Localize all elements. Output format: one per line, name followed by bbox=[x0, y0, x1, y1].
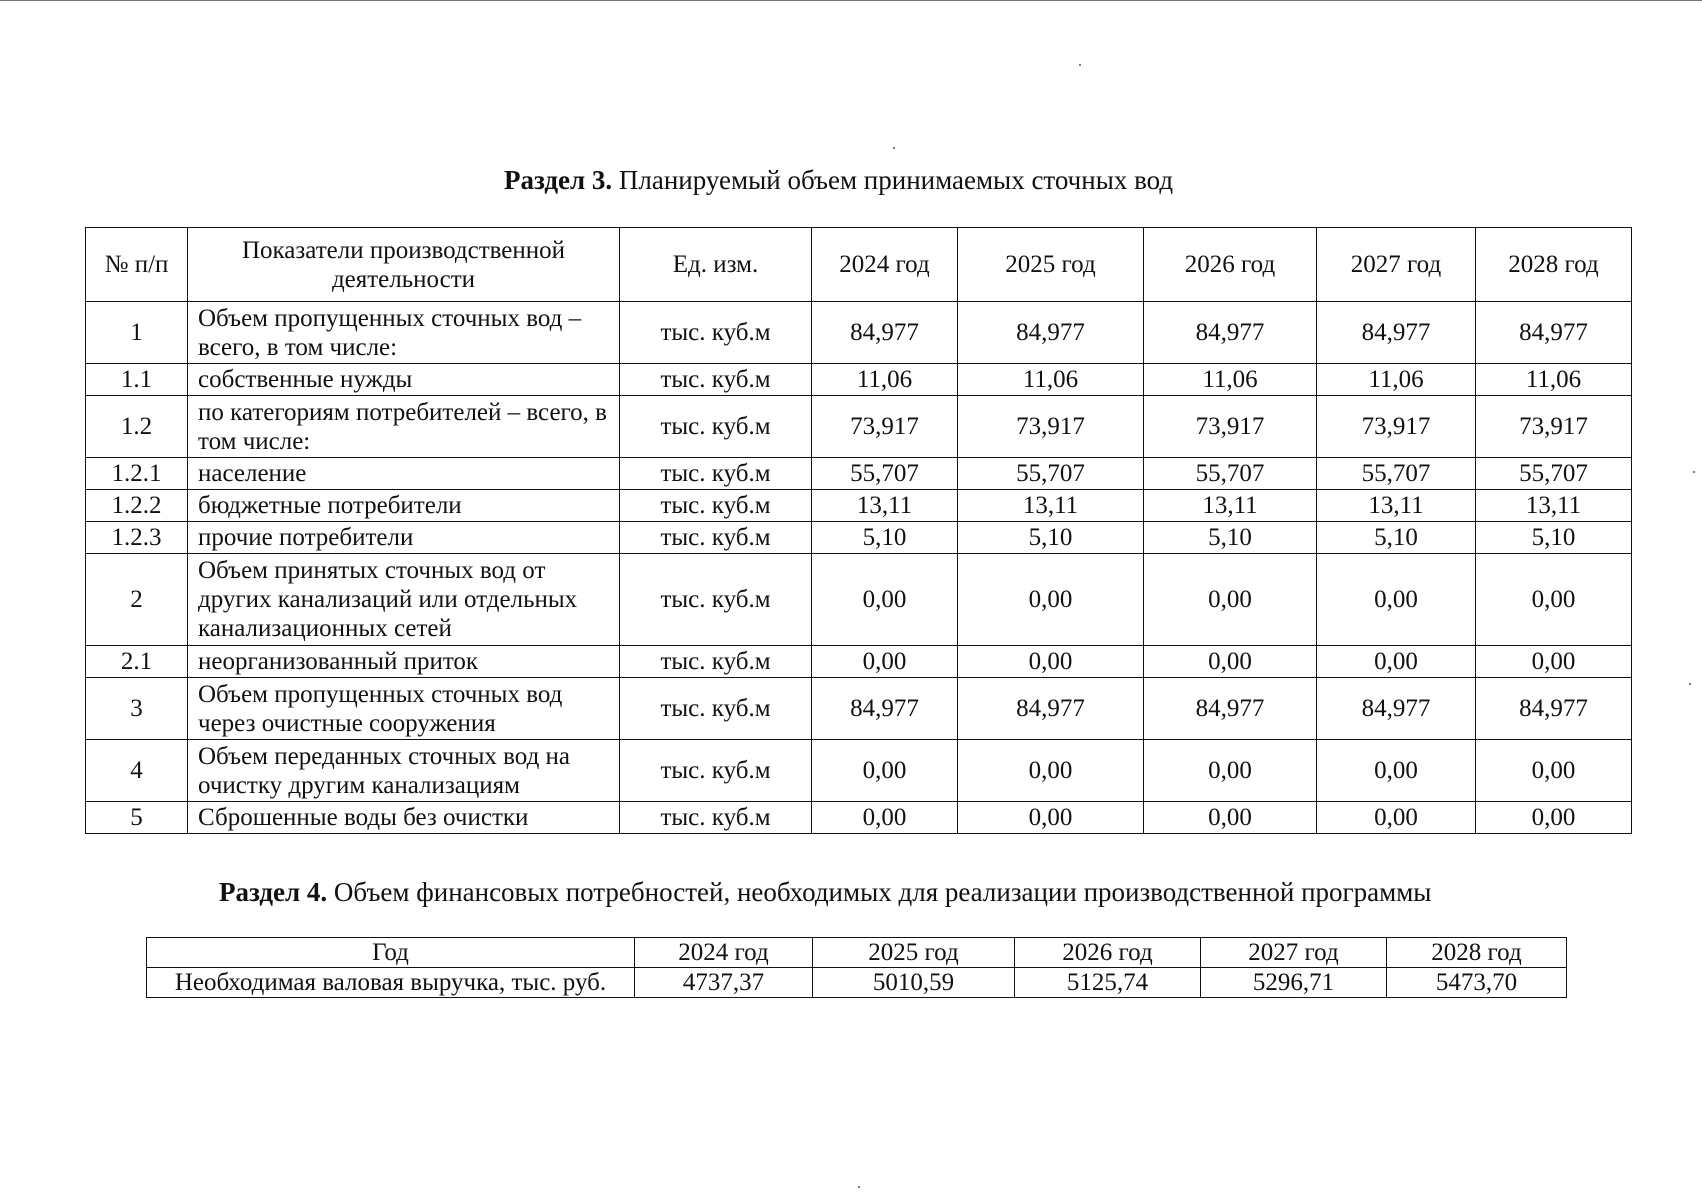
header-year-2028: 2028 год bbox=[1387, 938, 1567, 968]
row-value: 11,06 bbox=[1317, 364, 1476, 396]
table-header-row bbox=[86, 228, 1632, 302]
row-value: 84,977 bbox=[1476, 678, 1632, 740]
page-top-edge bbox=[0, 0, 1702, 1]
row-value: 0,00 bbox=[958, 646, 1144, 678]
row-value: 84,977 bbox=[1144, 302, 1317, 364]
row-num: 1 bbox=[86, 302, 188, 364]
row-indicator: население bbox=[188, 458, 620, 490]
header-year-2027: 2027 год bbox=[1317, 228, 1476, 302]
table-row bbox=[86, 490, 1632, 522]
row-value: 73,917 bbox=[812, 396, 958, 458]
header-year-2025: 2025 год bbox=[813, 938, 1015, 968]
row-unit: тыс. куб.м bbox=[620, 554, 812, 646]
row-value: 55,707 bbox=[1144, 458, 1317, 490]
header-year-label: Год bbox=[147, 938, 635, 968]
scan-speck bbox=[1689, 683, 1691, 685]
row-num: 2 bbox=[86, 554, 188, 646]
row-value: 0,00 bbox=[1476, 740, 1632, 802]
scan-speck bbox=[893, 147, 895, 149]
row-value: 0,00 bbox=[812, 740, 958, 802]
row-value: 5296,71 bbox=[1201, 968, 1387, 998]
row-value: 84,977 bbox=[812, 678, 958, 740]
row-value: 5,10 bbox=[1317, 522, 1476, 554]
row-value: 0,00 bbox=[1144, 554, 1317, 646]
section-4-title-text: Объем финансовых потребностей, необходимых для реализации производственной программы bbox=[327, 877, 1432, 907]
row-num: 1.2.2 bbox=[86, 490, 188, 522]
row-unit: тыс. куб.м bbox=[620, 522, 812, 554]
row-value: 0,00 bbox=[1144, 646, 1317, 678]
table-row bbox=[86, 740, 1632, 802]
header-year-2028: 2028 год bbox=[1476, 228, 1632, 302]
row-num: 1.2.1 bbox=[86, 458, 188, 490]
row-indicator: собственные нужды bbox=[188, 364, 620, 396]
row-value: 84,977 bbox=[1476, 302, 1632, 364]
row-value: 11,06 bbox=[812, 364, 958, 396]
row-value: 73,917 bbox=[958, 396, 1144, 458]
row-indicator: Объем принятых сточных вод от других канализаций или отдельных канализационных сетей bbox=[188, 554, 620, 646]
row-value: 0,00 bbox=[1144, 802, 1317, 834]
row-value: 0,00 bbox=[958, 802, 1144, 834]
row-num: 2.1 bbox=[86, 646, 188, 678]
row-num: 4 bbox=[86, 740, 188, 802]
row-num: 3 bbox=[86, 678, 188, 740]
row-indicator: Объем пропущенных сточных вод через очистные сооружения bbox=[188, 678, 620, 740]
row-value: 13,11 bbox=[1144, 490, 1317, 522]
header-year-2025: 2025 год bbox=[958, 228, 1144, 302]
table-row bbox=[86, 458, 1632, 490]
row-unit: тыс. куб.м bbox=[620, 740, 812, 802]
header-year-2027: 2027 год bbox=[1201, 938, 1387, 968]
row-value: 55,707 bbox=[1476, 458, 1632, 490]
row-indicator: Объем пропущенных сточных вод – всего, в том числе: bbox=[188, 302, 620, 364]
row-value: 0,00 bbox=[958, 554, 1144, 646]
row-value: 0,00 bbox=[1317, 554, 1476, 646]
table-header-row bbox=[147, 938, 1567, 968]
table-row bbox=[86, 522, 1632, 554]
row-value: 5473,70 bbox=[1387, 968, 1567, 998]
row-num: 1.1 bbox=[86, 364, 188, 396]
row-value: 84,977 bbox=[1144, 678, 1317, 740]
row-value: 0,00 bbox=[812, 802, 958, 834]
row-value: 0,00 bbox=[1144, 740, 1317, 802]
header-num: № п/п bbox=[86, 228, 188, 302]
table-row bbox=[86, 364, 1632, 396]
row-value: 73,917 bbox=[1144, 396, 1317, 458]
section-3-title-bold: Раздел 3. bbox=[504, 165, 613, 195]
header-year-2024: 2024 год bbox=[635, 938, 813, 968]
section-4-title-bold: Раздел 4. bbox=[219, 877, 328, 907]
row-value: 0,00 bbox=[1317, 802, 1476, 834]
row-value: 55,707 bbox=[812, 458, 958, 490]
row-indicator: Сброшенные воды без очистки bbox=[188, 802, 620, 834]
row-value: 73,917 bbox=[1476, 396, 1632, 458]
row-value: 0,00 bbox=[1476, 554, 1632, 646]
row-value: 0,00 bbox=[812, 646, 958, 678]
header-indicator: Показатели производственной деятельности bbox=[188, 228, 620, 302]
row-value: 13,11 bbox=[958, 490, 1144, 522]
row-value: 4737,37 bbox=[635, 968, 813, 998]
row-value: 5,10 bbox=[812, 522, 958, 554]
row-value: 5,10 bbox=[1476, 522, 1632, 554]
financial-needs-table bbox=[146, 937, 1567, 998]
row-num: 1.2 bbox=[86, 396, 188, 458]
row-indicator: неорганизованный приток bbox=[188, 646, 620, 678]
header-year-2026: 2026 год bbox=[1144, 228, 1317, 302]
row-value: 55,707 bbox=[1317, 458, 1476, 490]
section-3-title-text: Планируемый объем принимаемых сточных вод bbox=[612, 165, 1174, 195]
row-value: 73,917 bbox=[1317, 396, 1476, 458]
row-value: 13,11 bbox=[1476, 490, 1632, 522]
row-value: 84,977 bbox=[812, 302, 958, 364]
row-value: 55,707 bbox=[958, 458, 1144, 490]
row-unit: тыс. куб.м bbox=[620, 490, 812, 522]
row-unit: тыс. куб.м bbox=[620, 678, 812, 740]
row-unit: тыс. куб.м bbox=[620, 802, 812, 834]
row-value: 11,06 bbox=[1144, 364, 1317, 396]
row-num: 5 bbox=[86, 802, 188, 834]
table-row bbox=[86, 802, 1632, 834]
header-unit: Ед. изм. bbox=[620, 228, 812, 302]
row-value: 5125,74 bbox=[1015, 968, 1201, 998]
header-year-2026: 2026 год bbox=[1015, 938, 1201, 968]
row-value: 5010,59 bbox=[813, 968, 1015, 998]
row-value: 5,10 bbox=[1144, 522, 1317, 554]
row-num: 1.2.3 bbox=[86, 522, 188, 554]
section-4-title bbox=[219, 877, 1431, 907]
row-value: 0,00 bbox=[1317, 740, 1476, 802]
row-value: 0,00 bbox=[1476, 646, 1632, 678]
scan-speck bbox=[858, 1186, 860, 1188]
row-value: 0,00 bbox=[1476, 802, 1632, 834]
row-indicator: бюджетные потребители bbox=[188, 490, 620, 522]
row-label: Необходимая валовая выручка, тыс. руб. bbox=[147, 968, 635, 998]
scan-speck bbox=[1693, 471, 1695, 473]
planned-wastewater-table bbox=[85, 227, 1632, 834]
row-value: 13,11 bbox=[812, 490, 958, 522]
row-value: 0,00 bbox=[812, 554, 958, 646]
row-value: 11,06 bbox=[1476, 364, 1632, 396]
row-unit: тыс. куб.м bbox=[620, 396, 812, 458]
row-indicator: Объем переданных сточных вод на очистку другим канализациям bbox=[188, 740, 620, 802]
row-indicator: прочие потребители bbox=[188, 522, 620, 554]
row-unit: тыс. куб.м bbox=[620, 302, 812, 364]
table-row bbox=[86, 554, 1632, 646]
row-value: 84,977 bbox=[958, 678, 1144, 740]
table-row bbox=[86, 302, 1632, 364]
table-row bbox=[147, 968, 1567, 998]
row-value: 84,977 bbox=[1317, 302, 1476, 364]
row-value: 13,11 bbox=[1317, 490, 1476, 522]
row-unit: тыс. куб.м bbox=[620, 364, 812, 396]
table-row bbox=[86, 678, 1632, 740]
scan-speck bbox=[1079, 64, 1081, 66]
section-3-title bbox=[504, 165, 1173, 195]
table-row bbox=[86, 646, 1632, 678]
row-value: 84,977 bbox=[958, 302, 1144, 364]
row-value: 0,00 bbox=[958, 740, 1144, 802]
row-unit: тыс. куб.м bbox=[620, 646, 812, 678]
row-unit: тыс. куб.м bbox=[620, 458, 812, 490]
row-value: 0,00 bbox=[1317, 646, 1476, 678]
row-value: 5,10 bbox=[958, 522, 1144, 554]
row-value: 84,977 bbox=[1317, 678, 1476, 740]
row-indicator: по категориям потребителей – всего, в том числе: bbox=[188, 396, 620, 458]
header-year-2024: 2024 год bbox=[812, 228, 958, 302]
table-row bbox=[86, 396, 1632, 458]
row-value: 11,06 bbox=[958, 364, 1144, 396]
